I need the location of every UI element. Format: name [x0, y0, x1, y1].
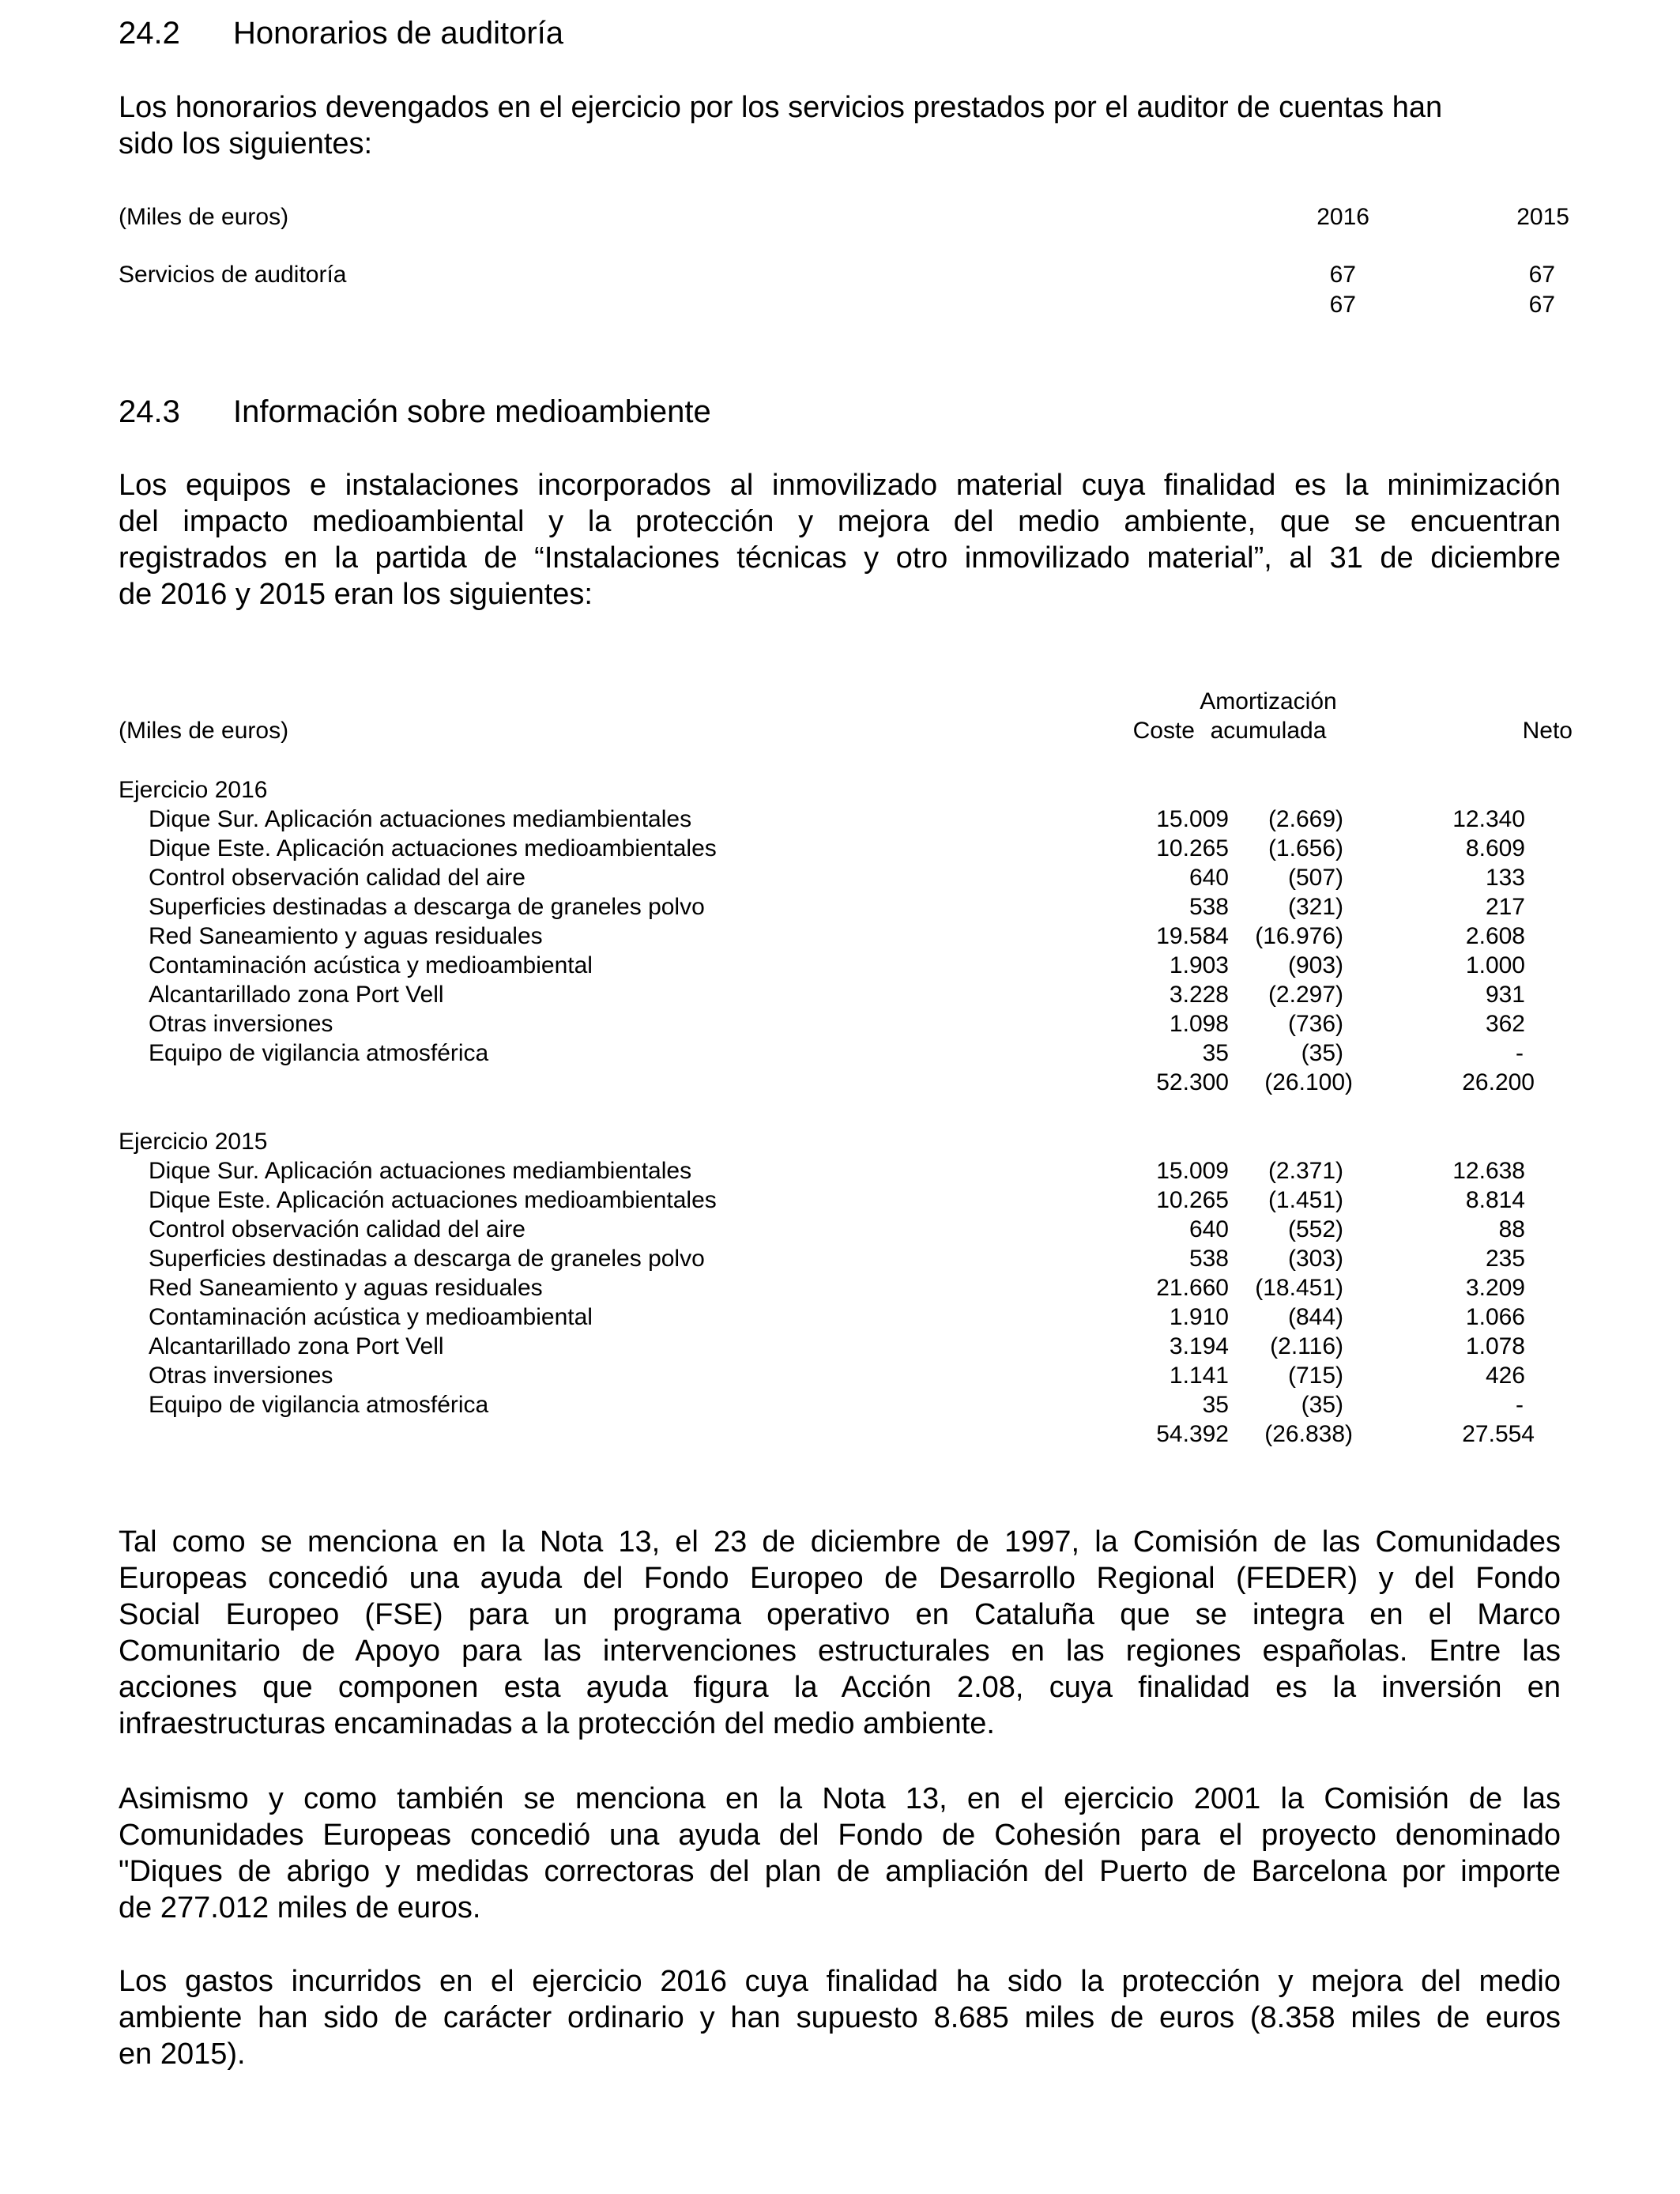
item-net: 8.814: [1465, 1187, 1525, 1213]
item-label: Red Saneamiento y aguas residuales: [149, 1275, 543, 1301]
item-label: Superficies destinadas a descarga de graneles polvo: [149, 894, 705, 920]
item-amortization: (1.451): [1268, 1187, 1343, 1213]
table-row: [119, 806, 1561, 835]
item-amortization: (18.451): [1255, 1275, 1343, 1301]
item-amortization: (903): [1287, 952, 1343, 978]
table-row: [119, 1275, 1561, 1304]
item-cost: 640: [1188, 865, 1229, 891]
total-amortization: (26.100): [1264, 1069, 1353, 1095]
section-title: Honorarios de auditoría: [233, 16, 564, 51]
text-line: Los gastos incurridos en el ejercicio 2016 cuya finalidad ha sido la protección y mejora del medio: [119, 1965, 1561, 1998]
item-cost: 21.660: [1156, 1275, 1229, 1301]
item-amortization: (35): [1301, 1040, 1343, 1066]
table-row: [119, 1158, 1561, 1187]
table-row: [119, 1187, 1561, 1216]
item-amortization: (35): [1301, 1392, 1343, 1418]
item-cost: 10.265: [1156, 835, 1229, 861]
total-cost: 54.392: [1156, 1421, 1229, 1447]
item-label: Red Saneamiento y aguas residuales: [149, 923, 543, 949]
item-cost: 1.141: [1169, 1363, 1229, 1389]
text-line: sido los siguientes:: [119, 127, 373, 160]
environment-intro: [119, 467, 1561, 613]
item-label: Superficies destinadas a descarga de graneles polvo: [149, 1246, 705, 1272]
item-net: -: [1516, 1392, 1524, 1418]
item-cost: 3.228: [1169, 982, 1229, 1008]
text-line: Europeas concedió una ayuda del Fondo Europeo de Desarrollo Regional (FEDER) y del Fondo: [119, 1562, 1561, 1595]
item-label: Contaminación acústica y medioambiental: [149, 952, 593, 978]
text-line: Social Europeo (FSE) para un programa operativo en Cataluña que se integra en el Marco: [119, 1598, 1561, 1631]
col-header-2016: 2016: [1317, 204, 1369, 230]
item-net: 12.340: [1452, 806, 1525, 832]
item-amortization: (16.976): [1255, 923, 1343, 949]
item-amortization: (2.116): [1270, 1333, 1343, 1359]
total-amortization: (26.838): [1264, 1421, 1353, 1447]
total-row: [119, 1421, 1561, 1450]
table-row: [119, 1392, 1561, 1421]
table-row: [119, 952, 1561, 982]
item-amortization: (844): [1287, 1304, 1343, 1330]
cohesion-paragraph: [119, 1781, 1561, 1926]
item-cost: 35: [1202, 1040, 1229, 1066]
item-amortization: (507): [1287, 865, 1343, 891]
text-line: en 2015).: [119, 2038, 246, 2071]
item-net: 8.609: [1465, 835, 1525, 861]
table-row: [119, 1040, 1561, 1069]
item-net: 931: [1485, 982, 1525, 1008]
table-row: [119, 1333, 1561, 1363]
table-row: [119, 1216, 1561, 1246]
item-label: Dique Este. Aplicación actuaciones medioambientales: [149, 835, 717, 861]
year-2015-label-row: [119, 1129, 1561, 1158]
table-row: [119, 865, 1561, 894]
item-net: 362: [1485, 1011, 1525, 1037]
item-amortization: (303): [1287, 1246, 1343, 1272]
year-2016-label-row: [119, 777, 1561, 806]
audit-fees-intro: [119, 89, 1561, 162]
section-title: Información sobre medioambiente: [233, 394, 711, 429]
text-line: Asimismo y como también se menciona en la Nota 13, en el ejercicio 2001 la Comisión de las: [119, 1782, 1561, 1815]
item-cost: 15.009: [1156, 1158, 1229, 1184]
audit-total-2016: 67: [1329, 292, 1356, 318]
item-net: 12.638: [1452, 1158, 1525, 1184]
item-cost: 538: [1188, 894, 1229, 920]
total-row: [119, 1069, 1561, 1099]
item-label: Alcantarillado zona Port Vell: [149, 982, 444, 1008]
item-cost: 640: [1188, 1216, 1229, 1242]
item-net: 426: [1485, 1363, 1525, 1389]
item-cost: 15.009: [1156, 806, 1229, 832]
table-row: [119, 923, 1561, 952]
text-line: de 277.012 miles de euros.: [119, 1891, 481, 1924]
item-net: 3.209: [1465, 1275, 1525, 1301]
item-label: Control observación calidad del aire: [149, 1216, 525, 1242]
year-label: Ejercicio 2016: [119, 777, 268, 803]
table-row: [119, 894, 1561, 923]
year-label: Ejercicio 2015: [119, 1129, 268, 1155]
feder-paragraph: [119, 1524, 1561, 1742]
item-net: 1.000: [1465, 952, 1525, 978]
item-net: -: [1516, 1040, 1524, 1066]
item-label: Equipo de vigilancia atmosférica: [149, 1040, 489, 1066]
item-label: Otras inversiones: [149, 1011, 333, 1037]
item-amortization: (1.656): [1268, 835, 1343, 861]
total-net: 26.200: [1462, 1069, 1535, 1095]
item-net: 133: [1485, 865, 1525, 891]
item-label: Equipo de vigilancia atmosférica: [149, 1392, 489, 1418]
item-amortization: (321): [1287, 894, 1343, 920]
item-cost: 1.910: [1169, 1304, 1229, 1330]
text-line: del impacto medioambiental y la protección y mejora del medio ambiente, que se encuentran: [119, 505, 1561, 538]
section-number: 24.3: [119, 394, 180, 429]
expenses-paragraph: [119, 1963, 1561, 2072]
table-row: [119, 982, 1561, 1011]
col-header-amort-line2: acumulada: [1210, 718, 1327, 744]
col-header-cost: Coste: [1132, 718, 1195, 744]
item-cost: 538: [1188, 1246, 1229, 1272]
col-header-net: Neto: [1522, 718, 1573, 744]
item-label: Dique Sur. Aplicación actuaciones mediambientales: [149, 1158, 692, 1184]
section-24-3-heading: [119, 394, 711, 430]
table-row: [119, 1011, 1561, 1040]
item-amortization: (2.297): [1268, 982, 1343, 1008]
item-label: Control observación calidad del aire: [149, 865, 525, 891]
item-cost: 35: [1202, 1392, 1229, 1418]
text-line: Los equipos e instalaciones incorporados al inmovilizado material cuya finalidad es la minimización: [119, 469, 1561, 502]
text-line: de 2016 y 2015 eran los siguientes:: [119, 578, 593, 611]
item-net: 88: [1498, 1216, 1525, 1242]
item-amortization: (736): [1287, 1011, 1343, 1037]
table-unit-label: (Miles de euros): [119, 718, 289, 744]
text-line: ambiente han sido de carácter ordinario y han supuesto 8.685 miles de euros (8.358 miles de euros: [119, 2001, 1561, 2034]
item-amortization: (2.371): [1268, 1158, 1343, 1184]
text-line: Los honorarios devengados en el ejercicio por los servicios prestados por el auditor de cuentas han: [119, 91, 1443, 124]
item-cost: 1.098: [1169, 1011, 1229, 1037]
col-header-amort-line1: Amortización: [1200, 688, 1337, 714]
item-net: 1.066: [1465, 1304, 1525, 1330]
item-cost: 19.584: [1156, 923, 1229, 949]
text-line: acciones que componen esta ayuda figura la Acción 2.08, cuya finalidad es la inversión en: [119, 1671, 1561, 1704]
item-amortization: (2.669): [1268, 806, 1343, 832]
total-cost: 52.300: [1156, 1069, 1229, 1095]
item-net: 2.608: [1465, 923, 1525, 949]
item-label: Alcantarillado zona Port Vell: [149, 1333, 444, 1359]
table-row: [119, 1304, 1561, 1333]
col-header-2015: 2015: [1516, 204, 1569, 230]
item-label: Dique Este. Aplicación actuaciones medioambientales: [149, 1187, 717, 1213]
audit-services-2015: 67: [1528, 262, 1555, 288]
item-net: 1.078: [1465, 1333, 1525, 1359]
item-cost: 10.265: [1156, 1187, 1229, 1213]
item-amortization: (715): [1287, 1363, 1343, 1389]
audit-total-2015: 67: [1528, 292, 1555, 318]
item-label: Dique Sur. Aplicación actuaciones mediambientales: [149, 806, 692, 832]
item-label: Otras inversiones: [149, 1363, 333, 1389]
item-cost: 3.194: [1169, 1333, 1229, 1359]
table-row: [119, 1363, 1561, 1392]
text-line: Comunidades Europeas concedió una ayuda del Fondo de Cohesión para el proyecto denominado: [119, 1819, 1561, 1852]
section-24-2-heading: [119, 16, 563, 51]
audit-services-label: Servicios de auditoría: [119, 262, 347, 288]
table-row: [119, 1246, 1561, 1275]
item-label: Contaminación acústica y medioambiental: [149, 1304, 593, 1330]
table-unit-label: (Miles de euros): [119, 204, 289, 230]
item-net: 235: [1485, 1246, 1525, 1272]
section-number: 24.2: [119, 16, 180, 51]
audit-services-2016: 67: [1329, 262, 1356, 288]
text-line: registrados en la partida de “Instalaciones técnicas y otro inmovilizado material”, al 31 de diciembre: [119, 541, 1561, 575]
item-cost: 1.903: [1169, 952, 1229, 978]
text-line: infraestructuras encaminadas a la protección del medio ambiente.: [119, 1707, 995, 1740]
text-line: Tal como se menciona en la Nota 13, el 23 de diciembre de 1997, la Comisión de las Comunidades: [119, 1525, 1561, 1559]
table-row: [119, 835, 1561, 865]
total-net: 27.554: [1462, 1421, 1535, 1447]
item-amortization: (552): [1287, 1216, 1343, 1242]
item-net: 217: [1485, 894, 1525, 920]
text-line: "Diques de abrigo y medidas correctoras del plan de ampliación del Puerto de Barcelona por importe: [119, 1855, 1561, 1888]
text-line: Comunitario de Apoyo para las intervenciones estructurales en las regiones españolas. Entre las: [119, 1634, 1561, 1668]
